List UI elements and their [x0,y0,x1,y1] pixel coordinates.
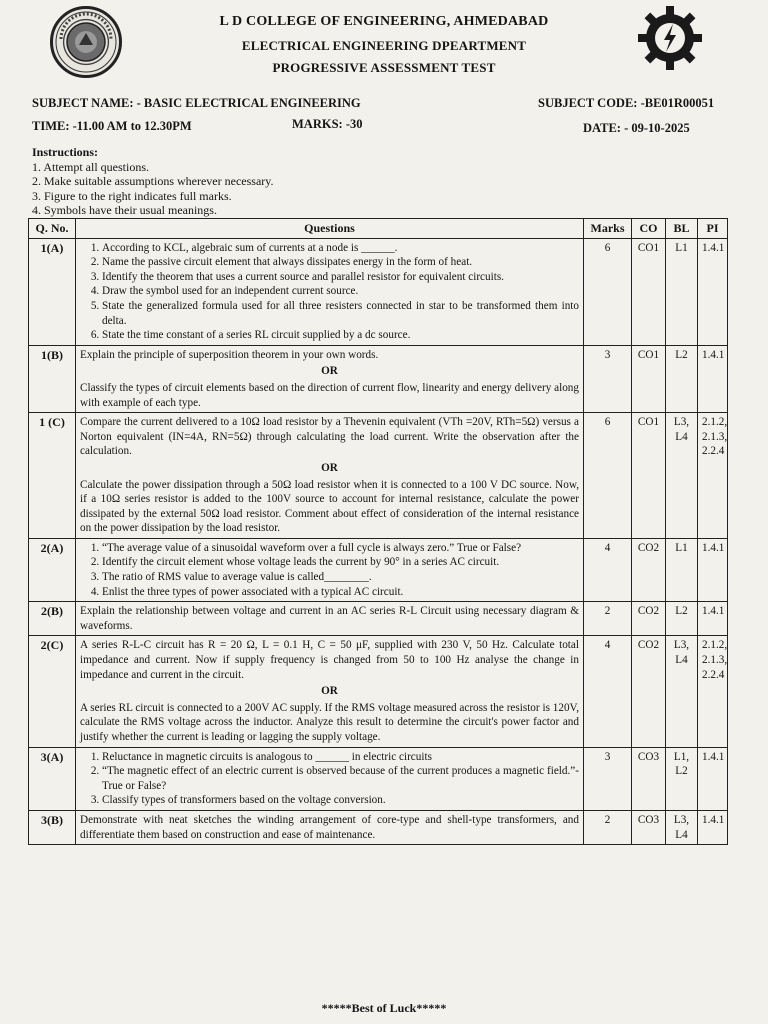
sub-question: 3. Identify the theorem that uses a current source and parallel resistor for equivalent circuits. [102,270,579,285]
or-separator: OR [321,685,338,698]
question-text [76,538,584,601]
marks-cell: 6 [584,413,632,539]
co-cell: CO2 [632,636,666,747]
bl-cell: L1 [666,538,698,601]
sub-question: 4. Draw the symbol used for an independent current source. [102,284,579,299]
question-text [76,747,584,810]
sub-question: 2. Identify the circuit element whose voltage leads the current by 90° in a series AC circuit. [102,555,579,570]
question-number: 3(A) [29,747,76,810]
question-number: 1(A) [29,238,76,345]
questions-table [28,218,728,845]
sub-question: 4. Enlist the three types of power associated with a typical AC circuit. [102,585,579,600]
pi-cell: 1.4.1 [698,602,728,636]
table-row [29,345,728,412]
marks-cell: 2 [584,602,632,636]
header-marks: Marks [584,219,632,239]
question-text [76,810,584,844]
table-header-row [29,219,728,239]
instruction-item: 3. Figure to the right indicates full marks. [32,188,232,203]
bl-cell: L3, L4 [666,636,698,747]
or-separator: OR [321,461,338,474]
header-questions: Questions [76,219,584,239]
bl-cell: L1, L2 [666,747,698,810]
instructions [32,145,552,218]
header-co: CO [632,219,666,239]
instruction-item: 2. Make suitable assumptions wherever necessary. [32,174,274,188]
subject-name: SUBJECT NAME: - BASIC ELECTRICAL ENGINEERING [32,96,361,110]
test-title: PROGRESSIVE ASSESSMENT TEST [272,60,496,75]
footer-message: *****Best of Luck***** [321,1001,447,1015]
question-part: Classify the types of circuit elements based on the direction of current flow, linearity and energy delivery along with example of each type. [80,381,579,409]
question-text [76,636,584,747]
subject-code: SUBJECT CODE: -BE01R00051 [538,96,715,110]
question-part: A series RL circuit is connected to a 200V AC supply. If the RMS voltage measured across the resistor is 120V, calculate the RMS voltage across the inductor. Analyze this result to determine the circuit's power factor and justify whether the current is leading or lagging the supply voltage. [80,701,579,743]
marks-cell: 4 [584,636,632,747]
pi-cell: 1.4.1 [698,345,728,412]
instruction-item: 1. Attempt all questions. [32,159,149,174]
marks-cell: 3 [584,345,632,412]
co-cell: CO1 [632,345,666,412]
question-text [76,602,584,636]
question-number: 2(A) [29,538,76,601]
question-number: 3(B) [29,810,76,844]
bl-cell: L2 [666,602,698,636]
department-name: ELECTRICAL ENGINEERING DPEARTMENT [241,38,527,53]
question-number: 2(C) [29,636,76,747]
sub-question: 3. The ratio of RMS value to average value is called________. [102,570,579,585]
sub-question: 5. State the generalized formula used for all three resisters connected in star to be transformed them into delta. [102,299,579,328]
exam-time: TIME: -11.00 AM to 12.30PM [32,119,192,133]
question-text [76,238,584,345]
exam-date: DATE: - 09-10-2025 [583,121,690,135]
table-row [29,747,728,810]
co-cell: CO2 [632,538,666,601]
bl-cell: L1 [666,238,698,345]
question-part: Calculate the power dissipation through a 50Ω load resistor when it is connected to a 100 V DC source. Now, if a 10Ω series resistor is added to the 100V source to account for internal resistance, calculate the power dissipated by the external 50Ω load resistor. Comment about effect of consideration of the internal resistance on the power dissipation by the load resistor. [80,478,579,535]
table-row [29,238,728,345]
college-name: L D COLLEGE OF ENGINEERING, AHMEDABAD [219,14,549,29]
header-qno: Q. No. [29,219,76,239]
question-number: 1 (C) [29,413,76,539]
co-cell: CO1 [632,238,666,345]
marks-cell: 6 [584,238,632,345]
co-cell: CO1 [632,413,666,539]
instruction-item: 4. Symbols have their usual meanings. [32,203,217,217]
pi-cell: 1.4.1 [698,810,728,844]
total-marks: MARKS: -30 [292,117,363,131]
pi-cell: 1.4.1 [698,238,728,345]
table-row [29,538,728,601]
question-part: Explain the principle of superposition theorem in your own words. [80,348,379,361]
question-text [76,345,584,412]
question-part: Compare the current delivered to a 10Ω load resistor by a Thevenin equivalent (VTh =20V, RTh=5Ω) versus a Norton equivalent (IN=4A, RN=5Ω) through calculating the load current. Write the observation after the calculation. [80,416,579,458]
co-cell: CO2 [632,602,666,636]
header-bl: BL [666,219,698,239]
sub-question: 6. State the time constant of a series RL circuit supplied by a dc source. [102,328,579,343]
sub-question: 1. “The average value of a sinusoidal waveform over a full cycle is always zero.” True or False? [102,541,579,556]
question-number: 1(B) [29,345,76,412]
table-row [29,810,728,844]
marks-cell: 4 [584,538,632,601]
or-separator: OR [321,365,338,378]
sub-question: 2. Name the passive circuit element that always dissipates energy in the form of heat. [102,255,579,270]
co-cell: CO3 [632,747,666,810]
question-text [76,413,584,539]
pi-cell: 2.1.2, 2.1.3, 2.2.4 [698,636,728,747]
header-pi: PI [698,219,728,239]
sub-question: 1. According to KCL, algebraic sum of currents at a node is ______. [102,241,579,256]
co-cell: CO3 [632,810,666,844]
question-part: Demonstrate with neat sketches the winding arrangement of core-type and shell-type transformers, and differentiate them based on construction and ease of maintenance. [80,813,579,841]
question-part: Explain the relationship between voltage and current in an AC series R-L Circuit using necessary diagram & waveforms. [80,605,579,632]
instructions-title: Instructions: [32,145,99,159]
table-row [29,602,728,636]
sub-question: 3. Classify types of transformers based on the voltage conversion. [102,793,579,808]
pi-cell: 2.1.2, 2.1.3, 2.2.4 [698,413,728,539]
pi-cell: 1.4.1 [698,747,728,810]
question-number: 2(B) [29,602,76,636]
table-row [29,636,728,747]
sub-question: 2. “The magnetic effect of an electric current is observed because of the current produces a magnetic field.”-True or False? [102,764,579,793]
marks-cell: 3 [584,747,632,810]
bl-cell: L3, L4 [666,413,698,539]
pi-cell: 1.4.1 [698,538,728,601]
bl-cell: L3, L4 [666,810,698,844]
table-row [29,413,728,539]
sub-question: 1. Reluctance in magnetic circuits is analogous to ______ in electric circuits [102,750,579,765]
question-part: A series R-L-C circuit has R = 20 Ω, L = 0.1 H, C = 50 μF, supplied with 230 V, 50 Hz. Calculate total impedance and current. Now if supply frequency is changed from 50 to 100 Hz analyse the change in impedance and current in the circuit. [80,639,579,681]
marks-cell: 2 [584,810,632,844]
bl-cell: L2 [666,345,698,412]
